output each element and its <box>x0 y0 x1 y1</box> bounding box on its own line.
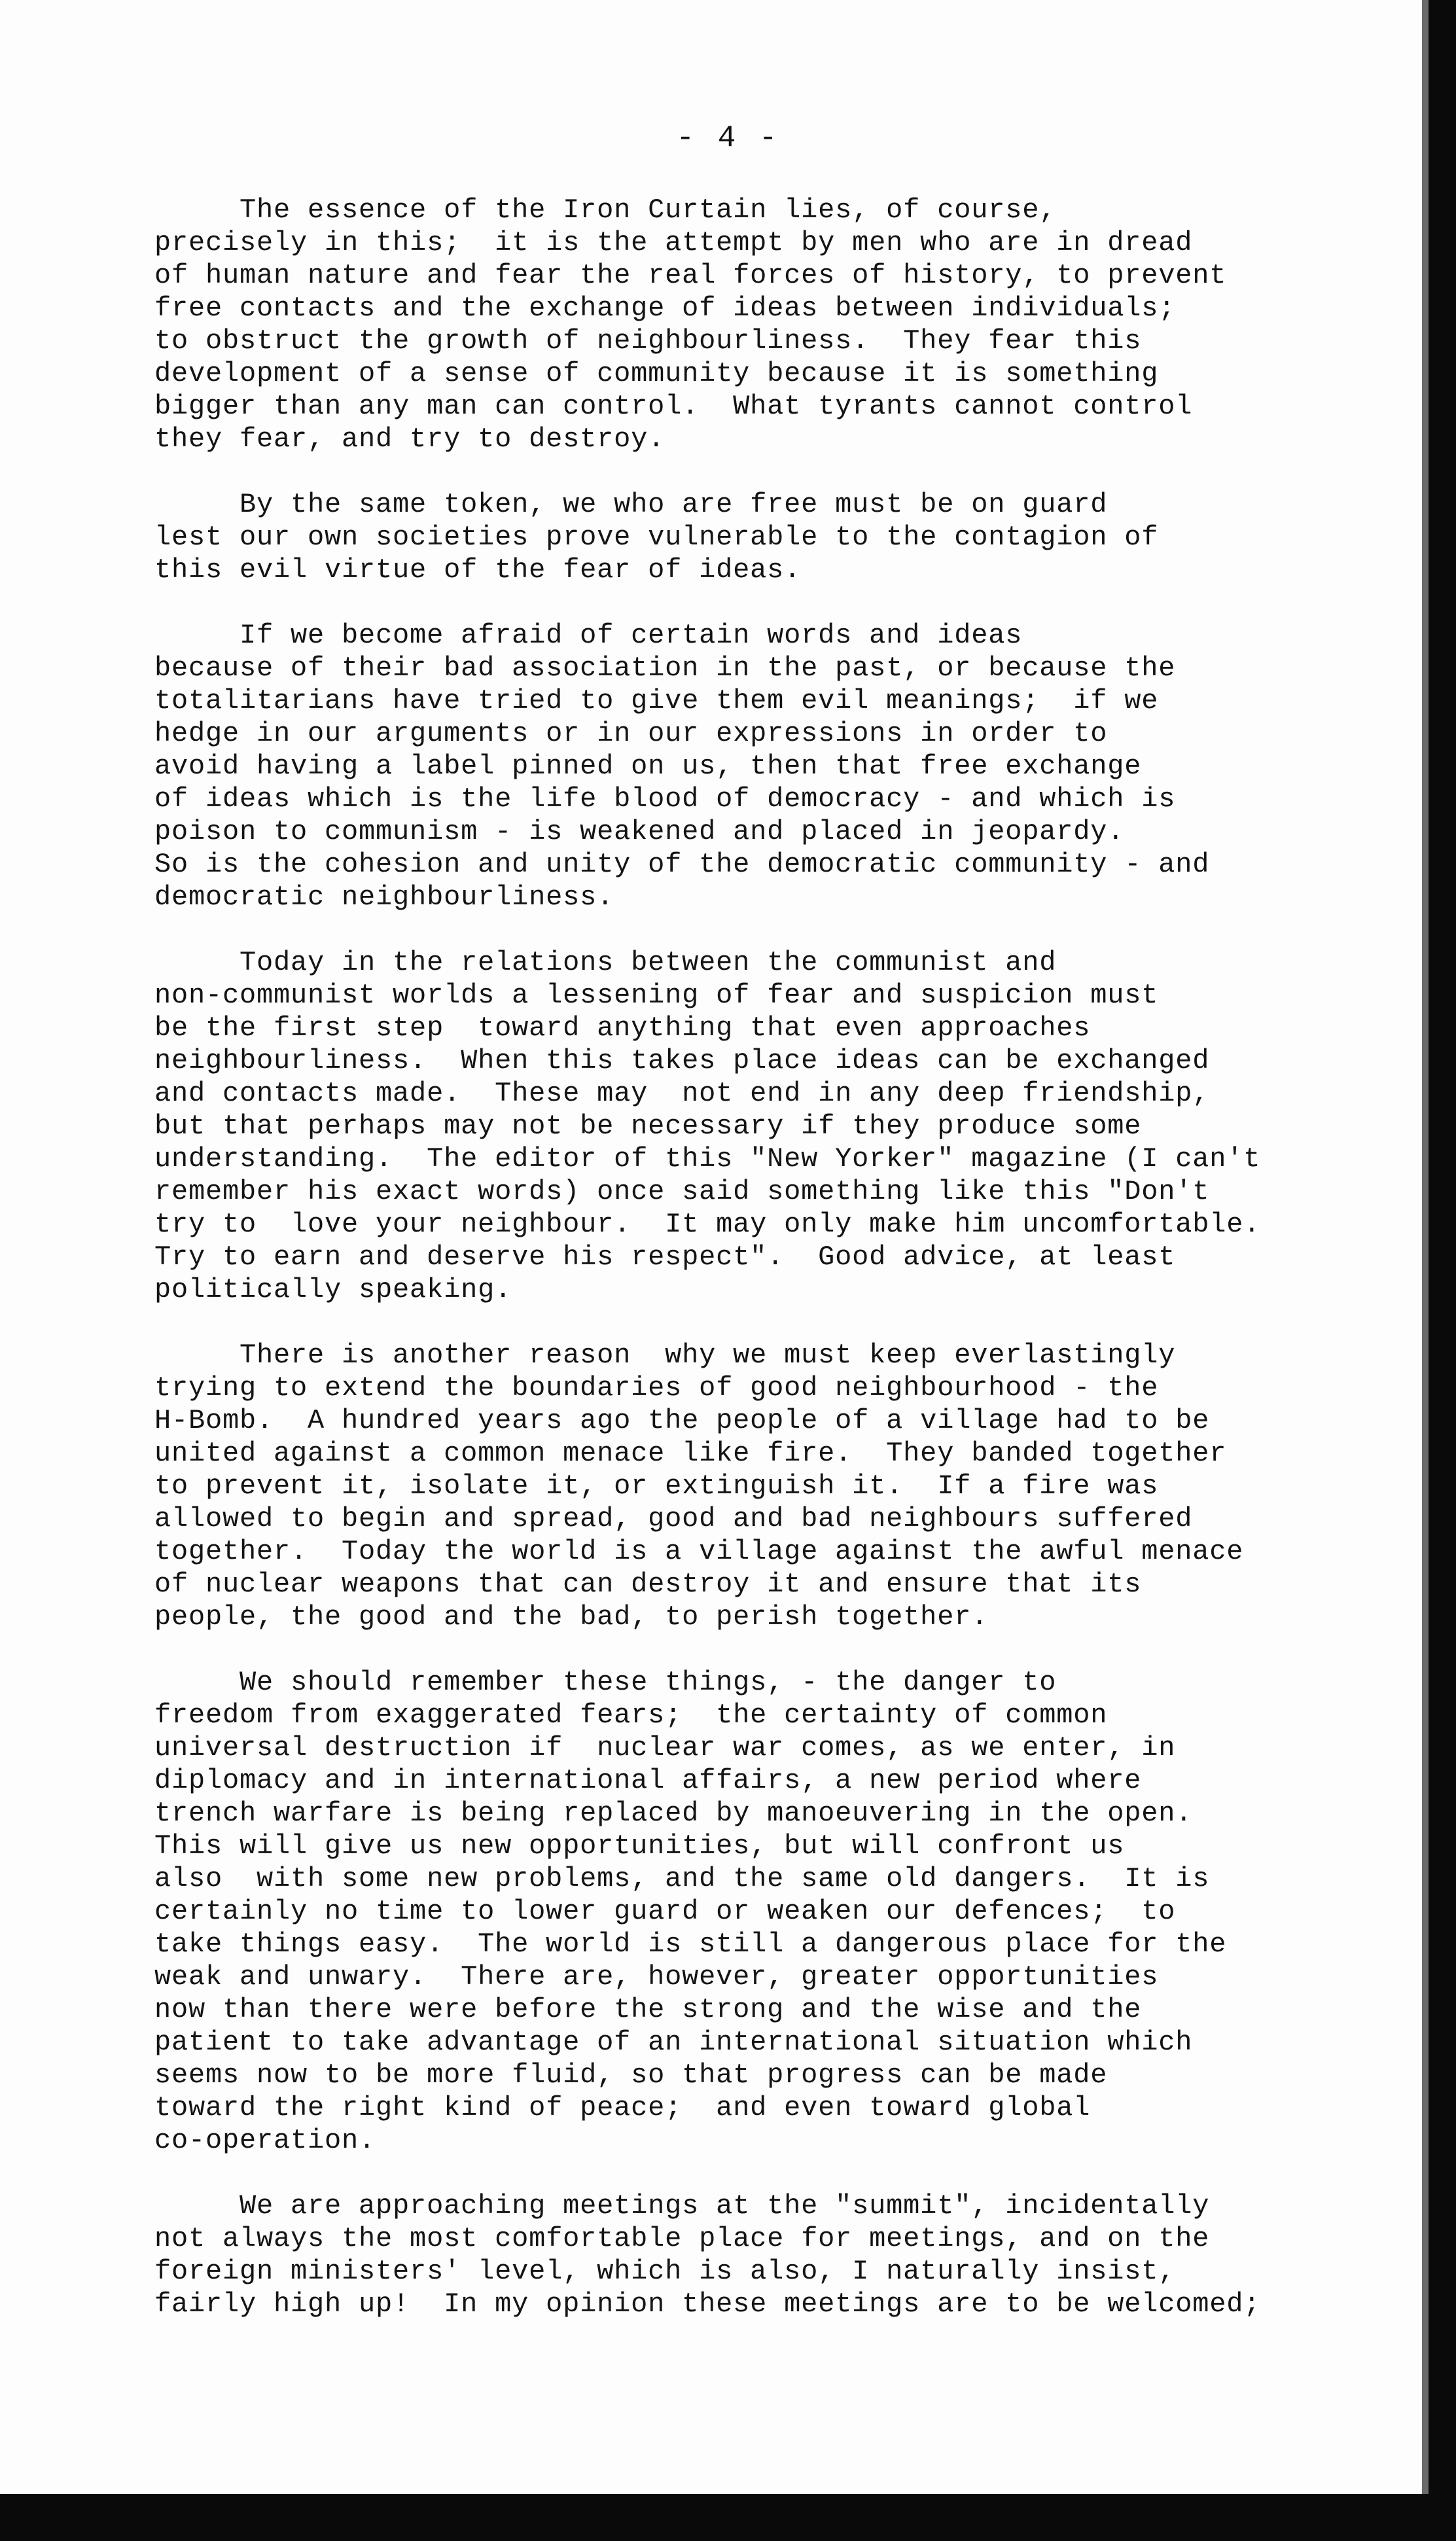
body-text <box>154 194 1437 2353</box>
text-line: So is the cohesion and unity of the democratic community - and <box>154 849 1210 880</box>
text-line: precisely in this; it is the attempt by men who are in dread <box>154 227 1193 258</box>
text-line: totalitarians have tried to give them evil meanings; if we <box>154 685 1159 717</box>
text-line: This will give us new opportunities, but will confront us <box>154 1830 1125 1862</box>
text-line: We should remember these things, - the danger to <box>154 1667 1057 1698</box>
text-line: they fear, and try to destroy. <box>154 423 666 455</box>
text-line: development of a sense of community because it is something <box>154 358 1159 389</box>
text-line: but that perhaps may not be necessary if they produce some <box>154 1111 1142 1142</box>
paragraph-1 <box>154 194 1437 455</box>
text-line: be the first step toward anything that even approaches <box>154 1012 1091 1044</box>
paragraph-7 <box>154 2190 1437 2320</box>
scan-edge-bottom <box>0 2494 1456 2541</box>
text-line: bigger than any man can control. What tyrants cannot control <box>154 391 1193 422</box>
text-line: lest our own societies prove vulnerable to the contagion of <box>154 522 1159 553</box>
text-line: patient to take advantage of an international situation which <box>154 2027 1193 2058</box>
paragraph-4 <box>154 946 1437 1306</box>
text-line: not always the most comfortable place for meetings, and on the <box>154 2223 1210 2254</box>
text-line: democratic neighbourliness. <box>154 881 614 913</box>
paragraph-3 <box>154 619 1437 914</box>
text-line: freedom from exaggerated fears; the certainty of common <box>154 1699 1108 1731</box>
text-line: neighbourliness. When this takes place ideas can be exchanged <box>154 1045 1210 1076</box>
text-line: now than there were before the strong and the wise and the <box>154 1994 1142 2025</box>
text-line: because of their bad association in the past, or because the <box>154 652 1176 684</box>
text-line: trench warfare is being replaced by manoeuvering in the open. <box>154 1798 1193 1829</box>
text-line: foreign ministers' level, which is also, I naturally insist, <box>154 2256 1176 2287</box>
text-line: together. Today the world is a village against the awful menace <box>154 1536 1244 1567</box>
text-line: weak and unwary. There are, however, greater opportunities <box>154 1961 1159 1993</box>
text-line: take things easy. The world is still a dangerous place for the <box>154 1928 1227 1960</box>
page-number: - 4 - <box>676 121 780 155</box>
text-line: remember his exact words) once said something like this "Don't <box>154 1176 1210 1207</box>
text-line: Try to earn and deserve his respect". Good advice, at least <box>154 1241 1176 1273</box>
text-line: co-operation. <box>154 2125 376 2156</box>
text-line: politically speaking. <box>154 1274 512 1306</box>
text-line: hedge in our arguments or in our expressions in order to <box>154 718 1108 749</box>
text-line: Today in the relations between the communist and <box>154 947 1057 978</box>
text-line: free contacts and the exchange of ideas between individuals; <box>154 293 1176 324</box>
text-line: H-Bomb. A hundred years ago the people of a village had to be <box>154 1405 1210 1436</box>
text-line: allowed to begin and spread, good and bad neighbours suffered <box>154 1503 1193 1535</box>
text-line: and contacts made. These may not end in any deep friendship, <box>154 1078 1210 1109</box>
text-line: this evil virtue of the fear of ideas. <box>154 554 802 586</box>
text-line: fairly high up! In my opinion these meetings are to be welcomed; <box>154 2288 1261 2320</box>
text-line: poison to communism - is weakened and placed in jeopardy. <box>154 816 1125 847</box>
text-line: non-communist worlds a lessening of fear and suspicion must <box>154 980 1159 1011</box>
text-line: united against a common menace like fire. They banded together <box>154 1438 1227 1469</box>
text-line: to obstruct the growth of neighbourliness. They fear this <box>154 325 1142 357</box>
paragraph-5 <box>154 1339 1437 1633</box>
text-line: certainly no time to lower guard or weaken our defences; to <box>154 1896 1176 1927</box>
paragraph-6 <box>154 1666 1437 2157</box>
text-line: seems now to be more fluid, so that progress can be made <box>154 2059 1108 2091</box>
text-line: of human nature and fear the real forces of history, to prevent <box>154 260 1227 291</box>
text-line: universal destruction if nuclear war comes, as we enter, in <box>154 1732 1176 1764</box>
text-line: trying to extend the boundaries of good neighbourhood - the <box>154 1372 1159 1404</box>
text-line: There is another reason why we must keep everlastingly <box>154 1340 1176 1371</box>
text-line: toward the right kind of peace; and even toward global <box>154 2092 1091 2123</box>
text-line: The essence of the Iron Curtain lies, of course, <box>154 194 1057 226</box>
text-line: understanding. The editor of this "New Yorker" magazine (I can't <box>154 1143 1261 1175</box>
text-line: If we become afraid of certain words and ideas <box>154 620 1023 651</box>
text-line: to prevent it, isolate it, or extinguish it. If a fire was <box>154 1470 1159 1502</box>
text-line: of ideas which is the life blood of democracy - and which is <box>154 783 1176 815</box>
text-line: try to love your neighbour. It may only make him uncomfortable. <box>154 1209 1261 1240</box>
text-line: By the same token, we who are free must be on guard <box>154 489 1108 520</box>
text-line: We are approaching meetings at the "summit", incidentally <box>154 2190 1210 2222</box>
paragraph-2 <box>154 488 1437 586</box>
text-line: diplomacy and in international affairs, a new period where <box>154 1765 1142 1796</box>
text-line: of nuclear weapons that can destroy it and ensure that its <box>154 1569 1142 1600</box>
text-line: avoid having a label pinned on us, then that free exchange <box>154 751 1142 782</box>
text-line: people, the good and the bad, to perish together. <box>154 1601 989 1633</box>
text-line: also with some new problems, and the same old dangers. It is <box>154 1863 1210 1894</box>
